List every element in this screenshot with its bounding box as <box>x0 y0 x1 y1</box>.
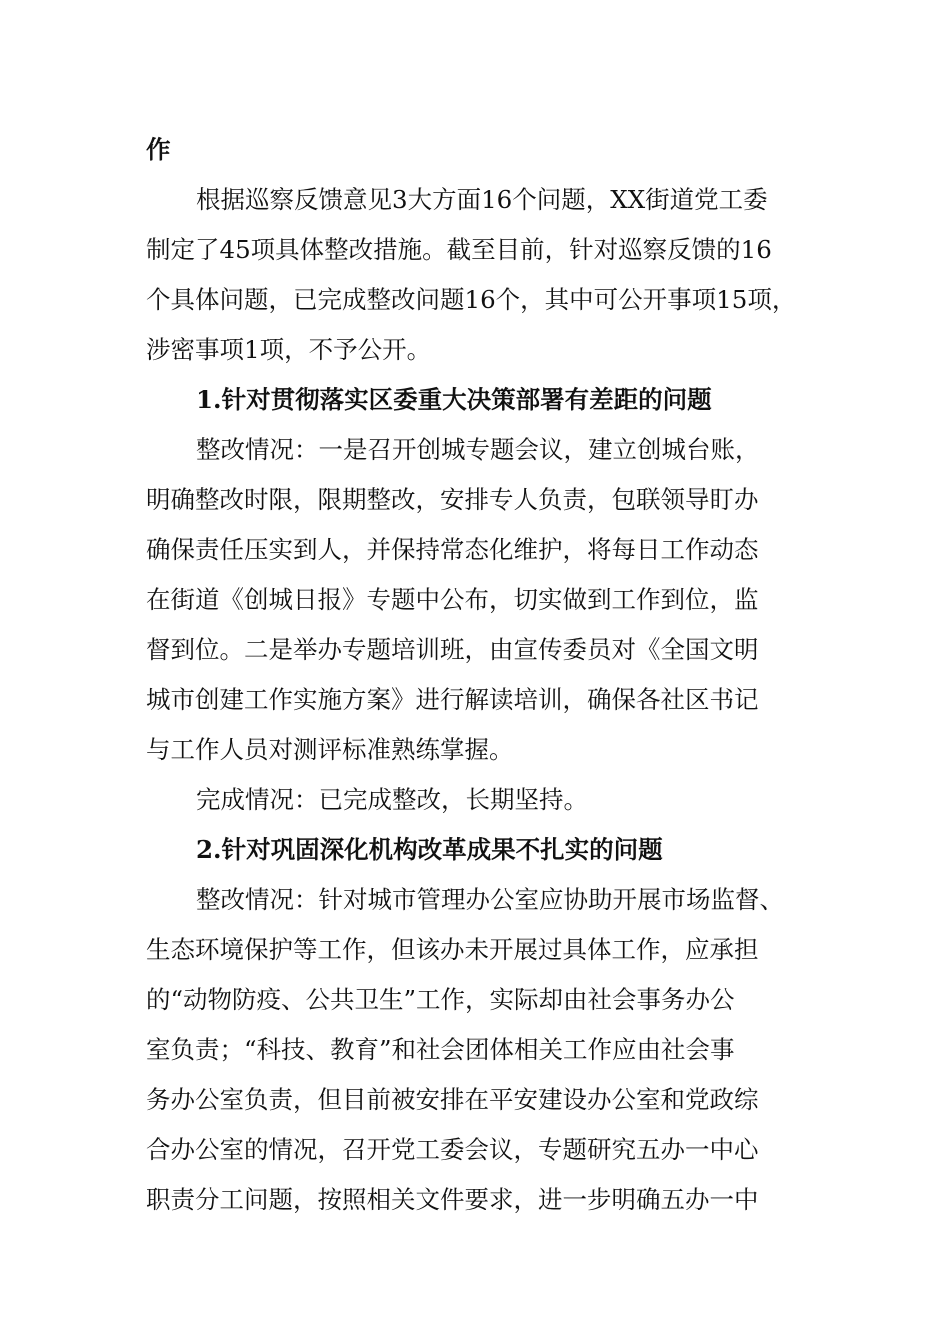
paragraph-line: 确保责任压实到人，并保持常态化维护，将每日工作动态 <box>146 535 759 564</box>
paragraph-line: 整改情况：一是召开创城专题会议，建立创城台账， <box>196 435 760 464</box>
paragraph-line: 根据巡察反馈意见3大方面16个问题，XX街道党工委 <box>196 185 768 214</box>
text-line: 作 <box>146 135 171 164</box>
section-heading: 2.针对巩固深化机构改革成果不扎实的问题 <box>196 835 663 864</box>
paragraph-line: 职责分工问题，按照相关文件要求，进一步明确五办一中 <box>146 1185 759 1214</box>
paragraph-line: 城市创建工作实施方案》进行解读培训，确保各社区书记 <box>146 685 759 714</box>
paragraph-line: 个具体问题，已完成整改问题16个，其中可公开事项15项， <box>146 285 797 314</box>
paragraph-line: 整改情况：针对城市管理办公室应协助开展市场监督、 <box>196 885 784 914</box>
paragraph-line: 合办公室的情况，召开党工委会议，专题研究五办一中心 <box>146 1135 759 1164</box>
paragraph-line: 的“动物防疫、公共卫生”工作，实际却由社会事务办公 <box>146 985 735 1014</box>
paragraph-line: 督到位。二是举办专题培训班，由宣传委员对《全国文明 <box>146 635 759 664</box>
section-heading: 1.针对贯彻落实区委重大决策部署有差距的问题 <box>196 385 712 414</box>
paragraph-line: 与工作人员对测评标准熟练掌握。 <box>146 735 514 764</box>
paragraph-line: 涉密事项1项，不予公开。 <box>146 335 432 364</box>
paragraph-line: 在街道《创城日报》专题中公布，切实做到工作到位，监 <box>146 585 759 614</box>
paragraph-line: 完成情况：已完成整改，长期坚持。 <box>196 785 588 814</box>
paragraph-line: 务办公室负责，但目前被安排在平安建设办公室和党政综 <box>146 1085 759 1114</box>
paragraph-line: 制定了45项具体整改措施。截至目前，针对巡察反馈的16 <box>146 235 772 264</box>
paragraph-line: 明确整改时限，限期整改，安排专人负责，包联领导盯办 <box>146 485 759 514</box>
paragraph-line: 生态环境保护等工作，但该办未开展过具体工作，应承担 <box>146 935 759 964</box>
paragraph-line: 室负责；“科技、教育”和社会团体相关工作应由社会事 <box>146 1035 735 1064</box>
